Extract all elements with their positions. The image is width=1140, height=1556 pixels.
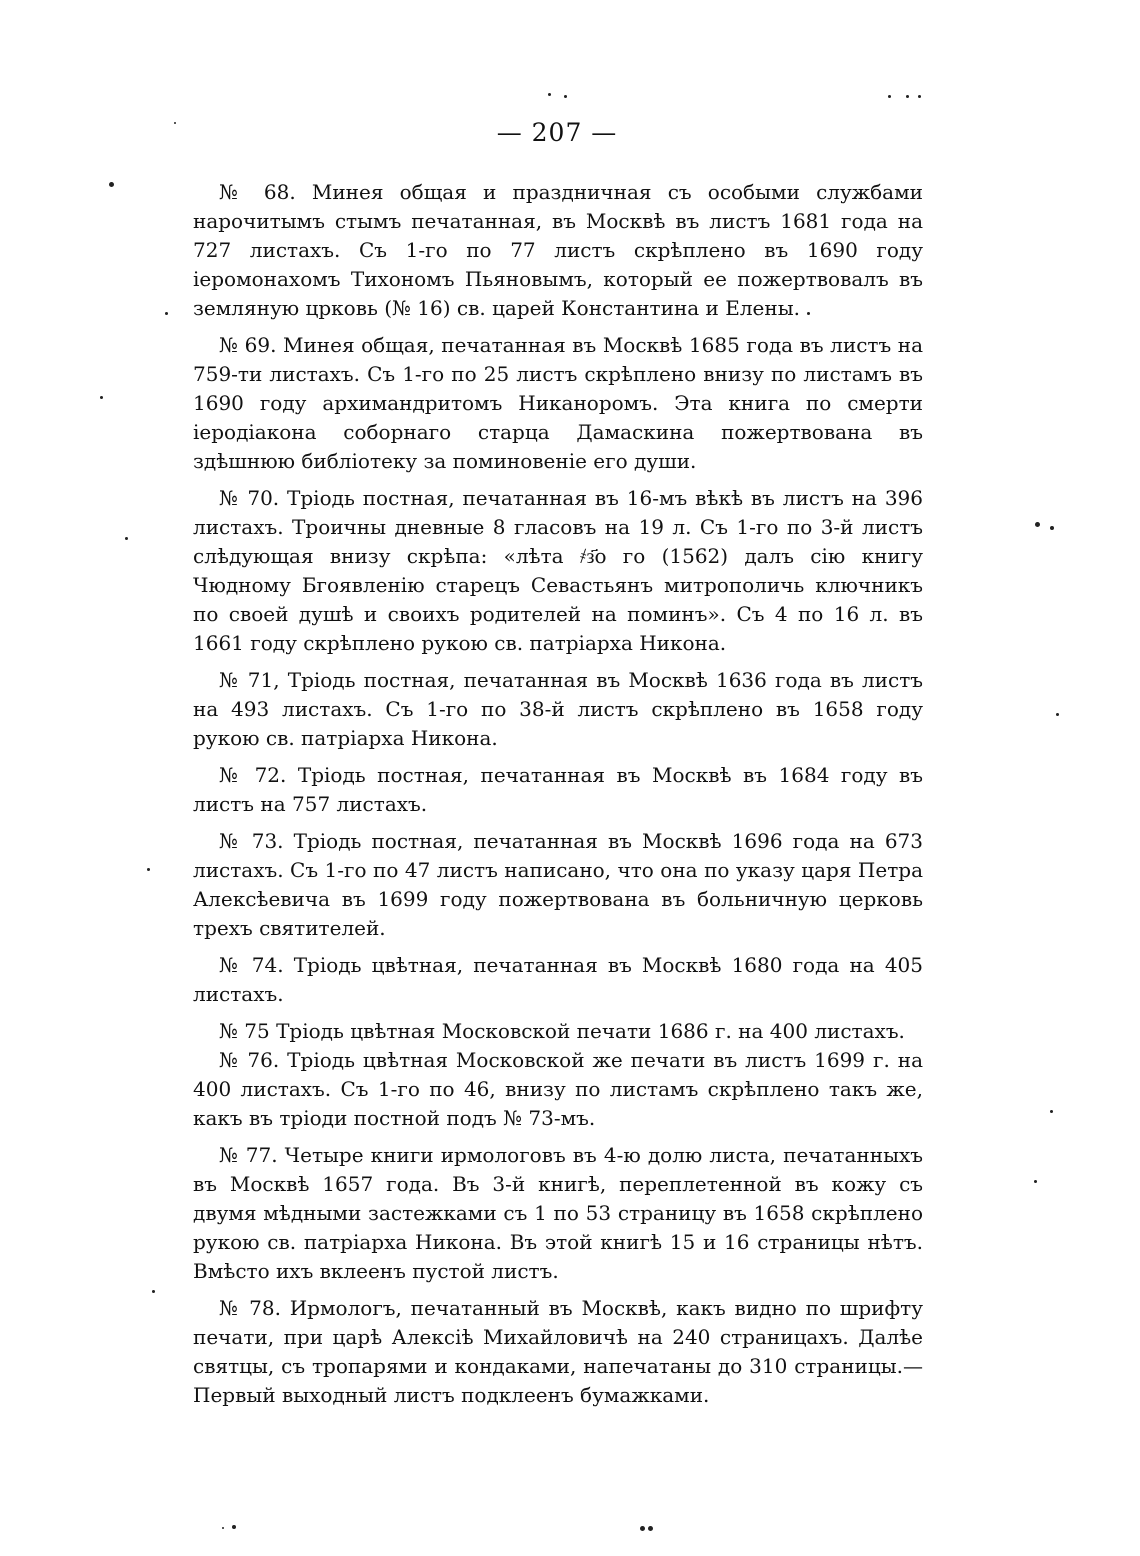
- catalog-entry-76: № 76. Тріодь цвѣтная Московской же печати въ листъ 1699 г. на 400 листахъ. Съ 1-го по 46, внизу по листамъ скрѣплено такъ же, какъ въ тріоди постной подъ № 73-мъ.: [193, 1048, 923, 1130]
- scan-speck: [1035, 522, 1040, 527]
- catalog-entry-77: № 77. Четыре книги ирмологовъ въ 4-ю долю листа, печатанныхъ въ Москвѣ 1657 года. Въ 3-й книгѣ, переплетенной въ кожу съ двумя мѣдными застежками съ 1 по 53 страницу въ 1658 скрѣплено рукою св. патріарха Никона. Въ этой книгѣ 15 и 16 страницы нѣтъ. Вмѣсто ихъ вклеенъ пустой листъ.: [193, 1143, 923, 1283]
- scan-speck: [109, 182, 114, 187]
- scan-speck: [1050, 1110, 1053, 1113]
- scan-speck: [648, 1526, 653, 1531]
- catalog-entry-68: № 68. Минея общая и праздничная съ особыми службами нарочитымъ стымъ печатанная, въ Москвѣ въ листъ 1681 года на 727 листахъ. Съ 1-го по 77 листъ скрѣплено въ 1690 году іеромонахомъ Тихономъ Пьяновымъ, который ее пожертвовалъ въ земляную црковь (№ 16) св. царей Константина и Елены.: [193, 180, 923, 320]
- scan-speck: [807, 312, 810, 315]
- scan-speck: [1034, 1180, 1037, 1183]
- scan-speck: [888, 95, 891, 98]
- scan-speck: [165, 312, 168, 315]
- scan-speck: [147, 868, 150, 871]
- page-number: — 207 —: [496, 118, 618, 147]
- scan-speck: [1050, 526, 1054, 530]
- catalog-entry-74: № 74. Тріодь цвѣтная, печатанная въ Москвѣ 1680 года на 405 листахъ.: [193, 953, 923, 1006]
- catalog-entry-78: № 78. Ирмологъ, печатанный въ Москвѣ, какъ видно по шрифту печати, при царѣ Алексіѣ Михайловичѣ на 240 страницахъ. Далѣе святцы, съ тропарями и кондаками, напечатаны до 310 страницы.— Первый выходный листъ подклеенъ бумажками.: [193, 1296, 923, 1407]
- scan-speck: [125, 537, 128, 540]
- scan-speck: [100, 396, 103, 399]
- catalog-entry-72: № 72. Тріодь постная, печатанная въ Москвѣ въ 1684 году въ листъ на 757 листахъ.: [193, 763, 923, 816]
- scan-speck: [564, 95, 567, 98]
- scan-speck: [174, 122, 176, 124]
- catalog-entry-69: № 69. Минея общая, печатанная въ Москвѣ 1685 года въ листъ на 759-ти листахъ. Съ 1-го по 25 листъ скрѣплено внизу по листамъ въ 1690 году архимандритомъ Никаноромъ. Эта книга по смерти іеродіакона соборнаго старца Дамаскина пожертвована въ здѣшнюю библіотеку за поминовеніе его души.: [193, 333, 923, 473]
- catalog-entry-70: № 70. Тріодь постная, печатанная въ 16-мъ вѣкѣ въ листъ на 396 листахъ. Троичны дневные 8 гласовъ на 19 л. Съ 1-го по 3-й листъ слѣдующая внизу скрѣпа: «лѣта ҂з҃о го (1562) далъ сію книгу Чюдному Бгоявленію старецъ Севастьянъ митрополичь ключникъ по своей душѣ и своихъ родителей на поминъ». Съ 4 по 16 л. въ 1661 году скрѣплено рукою св. патріарха Никона.: [193, 486, 923, 655]
- scan-speck: [918, 95, 921, 98]
- scan-speck: [906, 95, 909, 98]
- scan-speck: [1056, 713, 1059, 716]
- scan-speck: [152, 1290, 155, 1293]
- scan-speck: [548, 93, 551, 96]
- scan-speck: [222, 1527, 224, 1529]
- scan-speck: [232, 1525, 236, 1529]
- catalog-text: [193, 178, 923, 1418]
- catalog-entry-73: № 73. Тріодь постная, печатанная въ Москвѣ 1696 года на 673 листахъ. Съ 1-го по 47 листъ написано, что она по указу царя Петра Алексѣевича въ 1699 году пожертвована въ больничную церковь трехъ святителей.: [193, 829, 923, 940]
- scan-speck: [640, 1526, 645, 1531]
- catalog-entry-75: № 75 Тріодь цвѣтная Московской печати 1686 г. на 400 листахъ.: [219, 1019, 905, 1043]
- catalog-entry-71: № 71, Тріодь постная, печатанная въ Москвѣ 1636 года въ листъ на 493 листахъ. Съ 1-го по 38-й листъ скрѣплено въ 1658 году рукою св. патріарха Никона.: [193, 668, 923, 750]
